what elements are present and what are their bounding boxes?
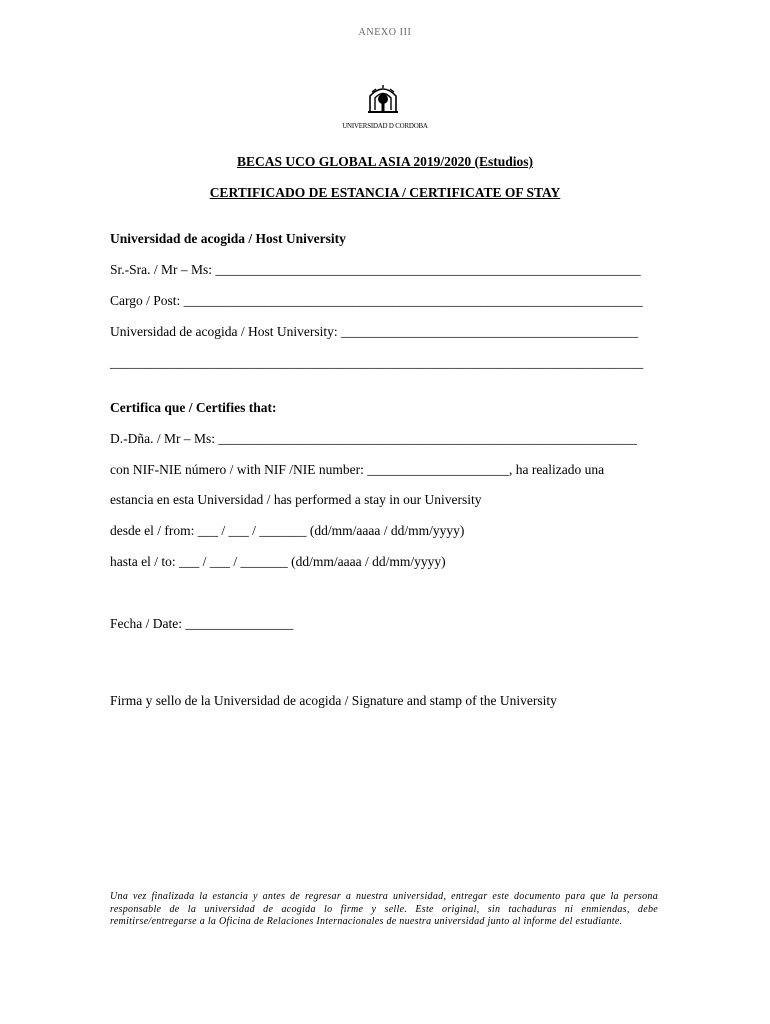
university-crest-icon	[366, 84, 400, 116]
program-title: BECAS UCO GLOBAL ASIA 2019/2020 (Estudios)	[237, 154, 533, 169]
logo-text: UNIVERSIDAD D CORDOBA	[342, 121, 428, 130]
host-university-extra-line: _______________________________________________________________________________	[110, 355, 644, 370]
signature-label: Firma y sello de la Universidad de acogida / Signature and stamp of the University	[110, 693, 557, 708]
host-university-field: Universidad de acogida / Host University: ____________________________________________	[110, 324, 638, 339]
host-university-heading: Universidad de acogida / Host University	[110, 231, 346, 246]
to-date-field: hasta el / to: ___ / ___ / _______ (dd/mm/aaaa / dd/mm/yyyy)	[110, 554, 446, 569]
from-date-field: desde el / from: ___ / ___ / _______ (dd/mm/aaaa / dd/mm/yyyy)	[110, 523, 465, 538]
annex-label: ANEXO III	[358, 27, 412, 38]
student-name-field: D.-Dña. / Mr – Ms: ______________________________________________________________	[110, 431, 637, 446]
host-name-field: Sr.-Sra. / Mr – Ms: _______________________________________________________________	[110, 262, 641, 277]
nif-field: con NIF-NIE número / with NIF /NIE number: _____________________, ha realizado una	[110, 462, 605, 477]
footer-note: Una vez finalizada la estancia y antes de regresar a nuestra universidad, entregar este documento para que la persona responsable de la universidad de acogida lo firme y selle. Este original, sin tachaduras ni enmiendas, debe remitirse/entregarse a la Oficina de Relaciones Internacionales de nuestra universidad junto al informe del estudiante.	[110, 891, 658, 927]
stay-statement: estancia en esta Universidad / has performed a stay in our University	[110, 492, 482, 507]
host-post-field: Cargo / Post: ____________________________________________________________________	[110, 293, 643, 308]
certifies-heading: Certifica que / Certifies that:	[110, 400, 277, 415]
date-field: Fecha / Date: ________________	[110, 616, 294, 631]
certificate-title: CERTIFICADO DE ESTANCIA / CERTIFICATE OF STAY	[209, 185, 561, 200]
